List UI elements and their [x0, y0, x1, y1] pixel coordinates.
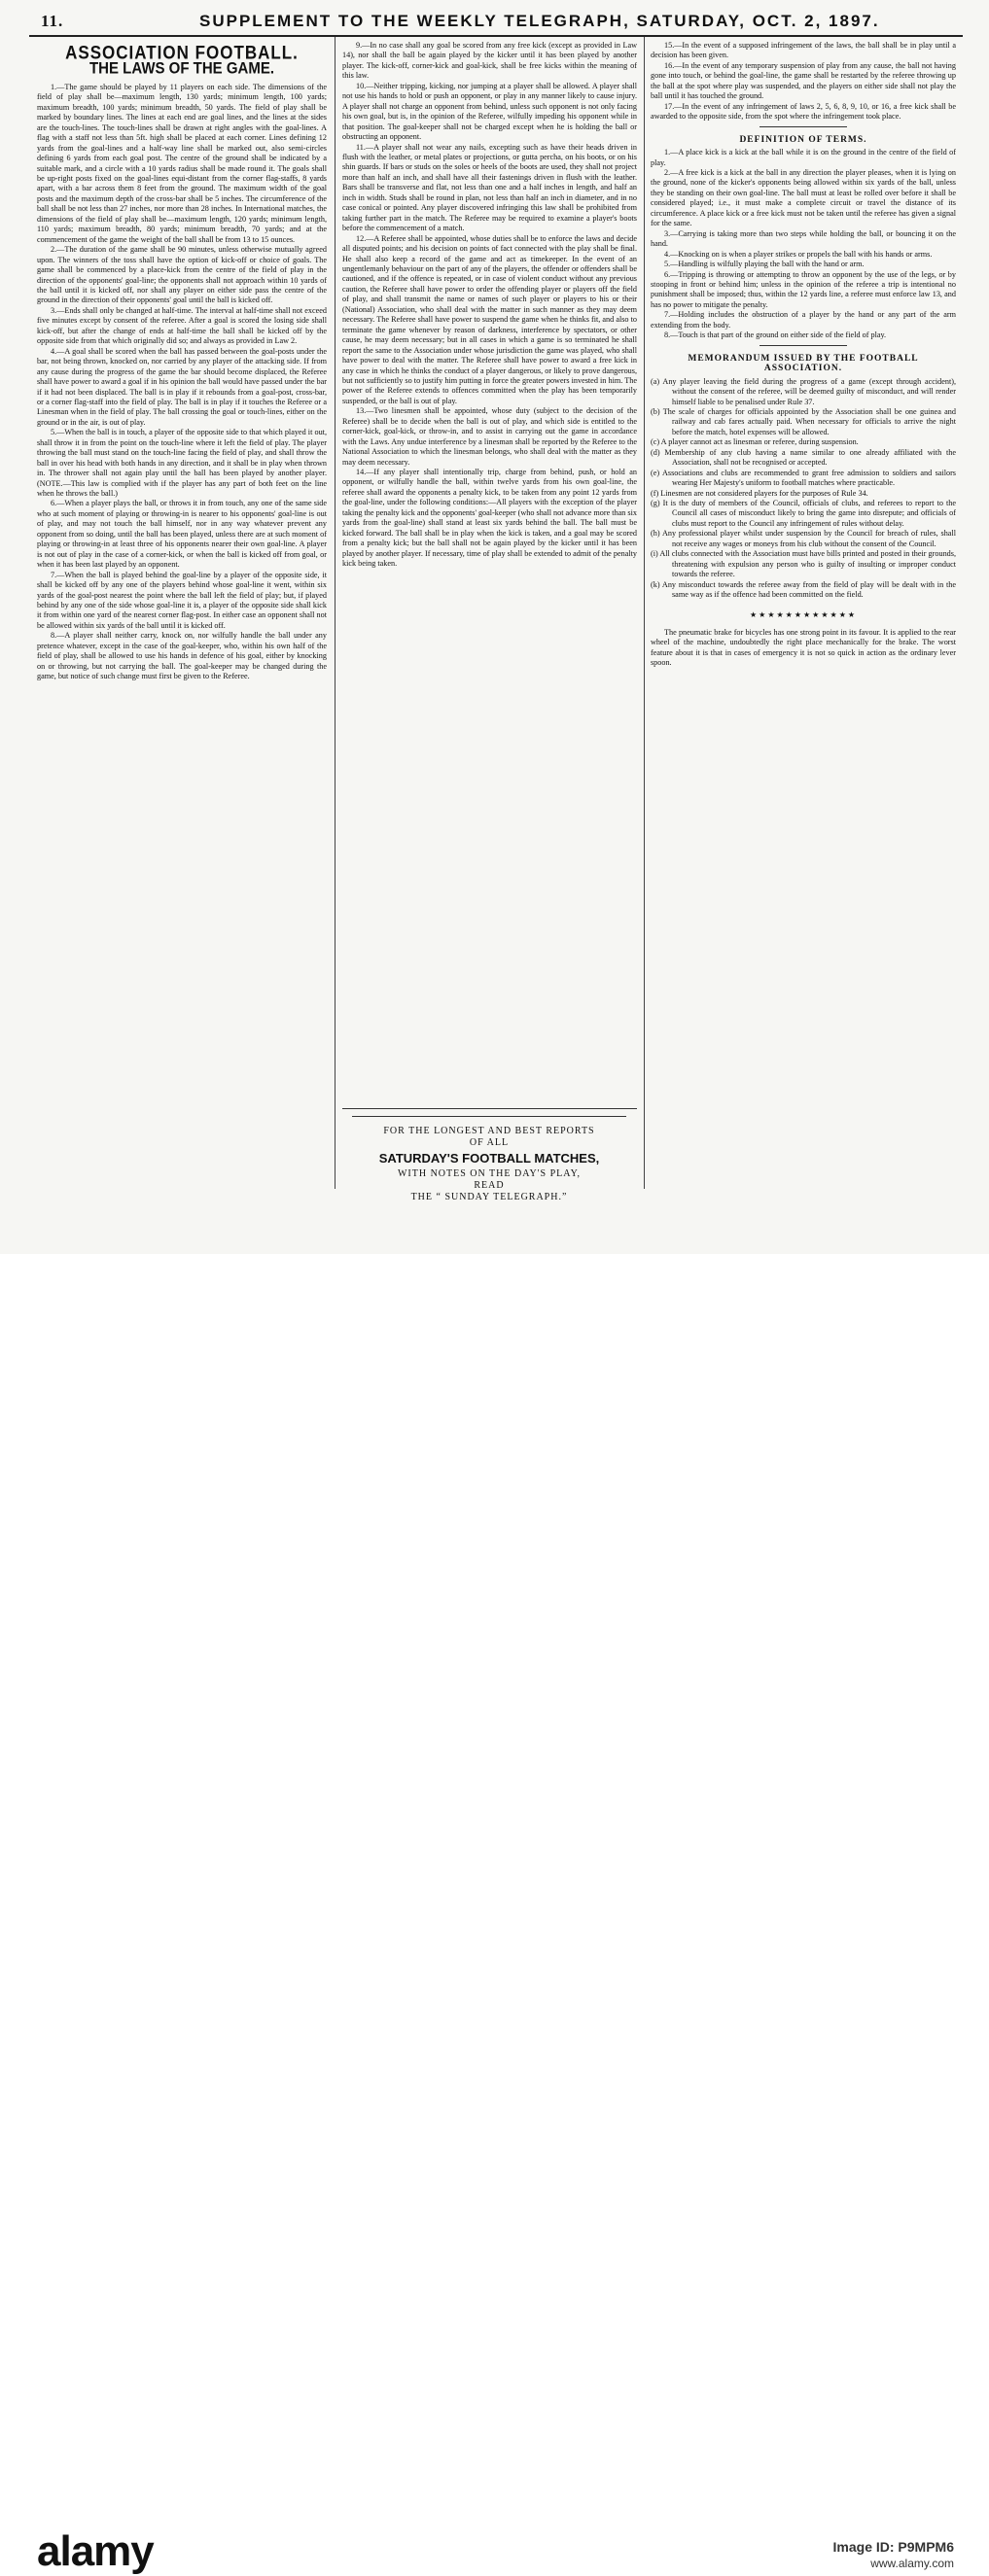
stock-photo-footer: [0, 1254, 989, 2575]
advert-line-2: OF ALL: [469, 1137, 510, 1148]
advert-line-5: READ: [474, 1180, 505, 1191]
star-divider: ★★★★★★★★★★★★: [749, 609, 858, 619]
law-15: 15.—In the event of a supposed infringement of the laws, the ball shall be in play until a decision has been given.: [651, 41, 956, 60]
advert-line-1: FOR THE LONGEST AND BEST REPORTS: [383, 1126, 595, 1136]
memo-item-a: (a) Any player leaving the field during the progress of a game (except through accident), without the consent of the referee, will be deemed guilty of misconduct, and will render himself liable to be penalised under Rule 37.: [651, 376, 956, 406]
definition-7: 7.—Holding includes the obstruction of a player by the hand or any part of the arm extending from the body.: [651, 310, 956, 330]
memorandum-heading: MEMORANDUM ISSUED BY THE FOOTBALL ASSOCIATION.: [688, 353, 919, 374]
law-6: 6.—When a player plays the ball, or throws it in from touch, any one of the same side who at such moment of playing or throwing-in is nearer to his opponents' goal-line is out of play, and may not touch the ball himself, nor in any way whatever prevent any opponent from so doing, until the ball has been played, unless there are at such moment of playing or throwing-in at least three of his opponents nearer their own goal-line. A player is not out of play in the case of a corner-kick, or when the ball is kicked off from goal, or when it has been last played by an opponent.: [37, 499, 327, 570]
law-10: 10.—Neither tripping, kicking, nor jumping at a player shall be allowed. A player shall not use his hands to hold or push an opponent, or play in any manner likely to cause injury. A player shall not charge an opponent from behind, unless such opponent is not only facing his own goal, but is, in the opinion of the Referee, wilfully impeding his opponent while in that position. The goal-keeper shall not be charged except when he is holding the ball or obstructing an opponent.: [342, 81, 637, 142]
memo-item-i: (i) All clubs connected with the Association must have bills printed and posted in their grounds, threatening with expulsion any person who is guilty of insulting or improper conduct towards the referee.: [651, 549, 956, 579]
memo-item-k: (k) Any misconduct towards the referee away from the field of play will be dealt with in the same way as if the offence had been committed on the field.: [651, 579, 956, 600]
definition-8: 8.—Touch is that part of the ground on either side of the field of play.: [664, 331, 887, 340]
law-16: 16.—In the event of any temporary suspension of play from any cause, the ball not having gone into touch, or behind the goal-line, the game shall be restarted by the referee throwing up the ball at the spot where play was suspended, and the players on either side shall not play the ball until it has touched the ground.: [651, 60, 956, 101]
law-1: 1.—The game should be played by 11 players on each side. The dimensions of the field of play shall be—maximum length, 130 yards; minimum length, 100 yards; maximum breadth, 100 yards; minimum breadth, 50 yards. The field of play shall be marked by boundary lines. The lines at each end are goal lines, and the lines at the sides are the touch-lines. The touch-lines shall be drawn at right angles with the goal-lines. A flag with a staff not less than 5ft. high shall be placed at each corner. Lines defining 12 yards from the goal-lines and a half-way line shall be marked out, also semi-circles defining 6 yards from each goal post. The centre of the ground shall be indicated by a suitable mark, and a circle with a 10 yards radius shall be made round it. The goals shall be up-right posts fixed on the goal-lines equi-distant from the corner flag-staffs, 8 yards apart, with a bar across them 8 feet from the ground. The maximum width of the goal posts and the maximum depth of the cross-bar shall be 5 inches. The circumference of the ball shall be not less than 27 inches, nor more than 28 inches. In International matches, the dimensions of the field of play shall be—maximum length, 120 yards; minimum length, 110 yards; maximum breadth, 80 yards; minimum breadth, 70 yards; and at the commencement of the game the weight of the ball shall be from 13 to 15 ounces.: [37, 82, 327, 244]
law-5: 5.—When the ball is in touch, a player of the opposite side to that which played it out, shall throw it in from the point on the touch-line where it left the field of play. The player throwing the ball must stand on the touch-line facing the field of play, and shall throw the ball in over his head with both hands in any direction, and it shall be in play when thrown in. The thrower shall not again play until the ball has been played by another player. (NOTE.—This law is complied with if the player has any part of both feet on the line when he throws the ball.): [37, 428, 327, 499]
memo-item-d: (d) Membership of any club having a name similar to one already affiliated with the Association, shall not be recognised or accepted.: [651, 447, 956, 468]
law-2: 2.—The duration of the game shall be 90 minutes, unless otherwise mutually agreed upon. The winners of the toss shall have the option of kick-off or choice of goals. The game shall be commenced by a place-kick from the centre of the field of play in the direction of the opponents' goal-line; the opponents shall not approach within 10 yards of the ball until it is kicked off, nor shall any player on either side pass the centre of the ground in the direction of their opponents' goal until the ball is kicked off.: [37, 245, 327, 305]
law-9: 9.—In no case shall any goal be scored from any free kick (except as provided in Law 14), nor shall the ball be again played by the kicker until it has been played by another player. The kick-off, corner-kick and goal-kick, shall be free kicks within the meaning of this law.: [342, 41, 637, 81]
column-2: [342, 41, 637, 1100]
memo-item-h: (h) Any professional player whilst under suspension by the Council for breach of rules, shall not receive any wages or moneys from his club without the consent of the Council.: [651, 529, 956, 548]
advert-line-4: WITH NOTES ON THE DAY'S PLAY,: [397, 1168, 582, 1179]
memo-item-e: (e) Associations and clubs are recommended to grant free admission to soldiers and sailors wearing Her Majesty's uniform to football matches where practicable.: [651, 468, 956, 488]
site-url: www.alamy.com: [870, 2557, 954, 2570]
definition-5: 5.—Handling is wilfully playing the ball with the hand or arm.: [664, 260, 865, 269]
page-number: 11.: [41, 12, 64, 30]
definition-3: 3.—Carrying is taking more than two steps while holding the ball, or bouncing it on the hand.: [651, 228, 956, 249]
definition-6: 6.—Tripping is throwing or attempting to throw an opponent by the use of the legs, or by stooping in front or behind him; unless in the opinion of the referee a trip is intentional no punishment shall be imposed; thus, within the 12 yards line, a referee must enforce law 13, and has no power to mitigate the penalty.: [651, 269, 956, 309]
law-17: 17.—In the event of any infringement of laws 2, 5, 6, 8, 9, 10, or 16, a free kick shall be awarded to the opposite side, from the spot where the infringement took place.: [651, 101, 956, 122]
memo-item-c: (c) A player cannot act as linesman or referee, during suspension.: [651, 437, 859, 447]
image-info: [833, 2539, 954, 2572]
definition-2: 2.—A free kick is a kick at the ball in any direction the player pleases, when it is lying on the ground, none of the kicker's opponents being allowed within six yards of the ball, unless they be standing on their own goal-line. The ball must at least be rolled over before it shall be considered played; i.e., it must make a complete circuit or travel the distance of its circumference. A place kick or a free kick must not be taken until the referee has given a signal for the same.: [651, 167, 956, 228]
law-14: 14.—If any player shall intentionally trip, charge from behind, push, or hold an opponent, or wilfully handle the ball, within twelve yards from his own goal-line, the referee shall award the opponents a penalty kick, to be taken from any point 12 yards from the goal-line, under the following conditions:—All players with the exception of the player taking the penalty kick and the opponents' goal-keeper (who shall not advance more than six yards from the goal-line) shall stand at least six yards behind the ball. The ball must be kicked forward. The ball shall be in play when the kick is taken, and a goal may be scored from a penalty kick; but the ball shall not be again played by the kicker until it has been played by another player. If necessary, time of play shall be extended to admit of the penalty kick being taken.: [342, 468, 637, 569]
advert-line-6: THE “ SUNDAY TELEGRAPH.”: [410, 1192, 568, 1202]
memo-item-f: (f) Linesmen are not considered players for the purposes of Rule 34.: [651, 488, 868, 498]
article-subheadline: THE LAWS OF THE GAME.: [89, 59, 274, 79]
masthead-rule: [29, 35, 963, 37]
column-rule-2: [644, 37, 645, 1189]
section-rule: [759, 345, 847, 346]
law-12: 12.—A Referee shall be appointed, whose duties shall be to enforce the laws and decide all disputed points; and his decision on points of fact connected with the play shall be final. He shall also keep a record of the game and act as timekeeper. In the event of an ungentlemanly behaviour on the part of any of the players, the offender or offenders shall be cautioned, and if the offence is repeated, or in case of violent conduct without any previous caution, the Referee shall have power to order the offending player or players off the field of play, and shall transmit the name or names of such player or players to his or their (National) Association, who shall deal with the matter in such manner as they may deem necessary. The Referee shall have power to suspend the game when he thinks fit, and also to terminate the game whenever by reason of darkness, interference by spectators, or other cause, he may deem necessary; but in all cases in which a game is so terminated he shall report the same to the Association under whose jurisdiction the game was played, who shall have power to deal with the matter. The Referee shall have power to award a free kick in any case in which he thinks the conduct of a player dangerous, or likely to prove dangerous, but not sufficiently so to justify him putting in force the greater powers invested in him. The power of the Referee extends to offences committed when the play has been temporarily suspended, or the ball is out of play.: [342, 233, 637, 405]
football-reports-advert: [352, 1116, 626, 1208]
definition-1: 1.—A place kick is a kick at the ball while it is on the ground in the centre of the field of play.: [651, 148, 956, 167]
masthead-title: SUPPLEMENT TO THE WEEKLY TELEGRAPH, SATURDAY, OCT. 2, 1897.: [199, 12, 880, 30]
column-rule-1: [335, 37, 336, 1189]
image-id: Image ID: P9MPM6: [832, 2539, 954, 2555]
law-4: 4.—A goal shall be scored when the ball has passed between the goal-posts under the bar, not being thrown, knocked on, nor carried by any player of the attacking side. If from any cause during the progress of the game the bar should become displaced, the Referee shall have power to award a goal if in his opinion the ball would have passed under the bar if it had not been displaced. The ball is in play if it rebounds from a goal-post, cross-bar, or a corner flag-staff into the field of play. The ball is in play if it touches the Referee or a Linesman when in the field of play. The ball crossing the goal or touch-lines, either on the ground or in the air, is out of play.: [37, 346, 327, 427]
law-13: 13.—Two linesmen shall be appointed, whose duty (subject to the decision of the Referee) shall be to decide when the ball is out of play, and which side is entitled to the corner-kick, goal-kick, or throw-in, and to assist in carrying out the game in accordance with the Laws. Any undue interference by a linesman shall be reported by the Referee to the National Association to which the linesman belongs, who shall deal with the matter as they may deem necessary.: [342, 406, 637, 467]
column-1: [37, 41, 327, 1186]
memo-item-g: (g) It is the duty of members of the Council, officials of clubs, and referees to report to the Council all cases of misconduct likely to bring the game into disrepute; and officials of clubs must report to the Council any infringement of rules without delay.: [651, 499, 956, 528]
definitions-heading: DEFINITION OF TERMS.: [739, 134, 867, 145]
law-11: 11.—A player shall not wear any nails, excepting such as have their heads driven in flush with the leather, or metal plates or projections, or gutta percha, on his boots, or on his shin guards. If bars or studs on the soles or heels of the boots are used, they shall not project more than half an inch, and shall have all their fastenings driven in flush with the leather. Bars shall be transverse and flat, not less than one and a half inches in length, and half an inch in width. Studs shall be round in plan, not less than half an inch in diameter, and in no case conical or pointed. Any player discovered infringing this law shall be prohibited from taking further part in the match. The Referee may be required to examine a player's boots before the commencement of a match.: [342, 142, 637, 233]
bicycle-brake-note: The pneumatic brake for bicycles has one strong point in its favour. It is applied to the rear wheel of the machine, undoubtedly the right place mechanically for the brake. The worst feature about it is that in cases of emergency it is not so quick in action as the ordinary lever spoon.: [651, 628, 956, 668]
section-rule: [759, 126, 847, 127]
definition-4: 4.—Knocking on is when a player strikes or propels the ball with his hands or arms.: [664, 249, 933, 259]
law-3: 3.—Ends shall only be changed at half-time. The interval at half-time shall not exceed five minutes except by consent of the referee. After a goal is scored the losing side shall kick-off, but after the change of ends at half-time the ball shall be kicked off by the opposite side from that which originally did so; and always as provided in Law 2.: [37, 305, 327, 346]
memo-item-b: (b) The scale of charges for officials appointed by the Association shall be one guinea and railway and cab fares actually paid. When necessary for officials to arrive the night before the match, hotel expenses will be allowed.: [651, 406, 956, 436]
newspaper-page: [0, 0, 989, 1254]
alamy-logo: alamy: [37, 2527, 154, 2575]
column-3: [651, 41, 956, 1188]
masthead: [29, 6, 963, 35]
law-8: 8.—A player shall neither carry, knock on, nor wilfully handle the ball under any pretence whatever, except in the case of the goal-keeper, who, within his own half of the field of play, shall be allowed to use his hands in defence of his goal, either by knocking on or throwing, but not carrying the ball. The goal-keeper may be changed during the game, but notice of such change must first be given to the Referee.: [37, 631, 327, 681]
law-7: 7.—When the ball is played behind the goal-line by a player of the opposite side, it shall be kicked off by any one of the players behind whose goal-line it went, within six yards of the goal-post nearest the point where the ball left the field of play; but, if played behind by any one of the side whose goal-line it is, a player of the opposite side shall kick it from within one yard of the nearest corner flag-post. In either case an opponent shall not be allowed within six yards of the ball until it is kicked off.: [37, 570, 327, 630]
advert-line-3: SATURDAY'S FOOTBALL MATCHES,: [378, 1151, 600, 1166]
advert-rule: [342, 1108, 637, 1109]
article-headline: ASSOCIATION FOOTBALL.: [65, 42, 299, 64]
